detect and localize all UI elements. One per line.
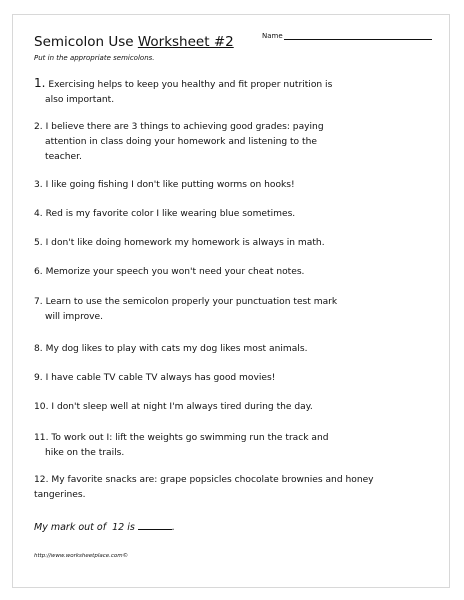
question-item-12 (34, 473, 434, 503)
question-item-9 (34, 371, 434, 386)
score-blank[interactable] (138, 520, 172, 530)
question-text: Red is my favorite color I like wearing blue sometimes. (45, 209, 296, 219)
question-text: My dog likes to play with cats my dog likes most animals. (45, 344, 308, 354)
question-item-7 (34, 295, 434, 325)
footer-url: http://www.worksheetplace.com© (34, 553, 129, 559)
score-end: . (171, 522, 175, 533)
question-number: 2. (34, 122, 43, 132)
question-number: 7. (34, 297, 43, 307)
question-number: 1. (34, 76, 46, 90)
question-text: Learn to use the semicolon properly your punctuation test mark (45, 297, 338, 307)
title-worksheet-number: Worksheet #2 (137, 34, 234, 50)
question-number: 8. (34, 344, 43, 354)
question-item-10 (34, 400, 434, 415)
question-text: To work out I: lift the weights go swimming run the track and (51, 433, 329, 443)
question-text-cont: tangerines. (34, 490, 86, 500)
name-label: Name (262, 32, 283, 40)
question-text: I believe there are 3 things to achieving good grades: paying (45, 122, 324, 132)
question-text: Memorize your speech you won't need your cheat notes. (45, 267, 305, 277)
question-item-2 (34, 120, 434, 165)
name-line[interactable] (284, 31, 432, 40)
question-text: My favorite snacks are: grape popsicles chocolate brownies and honey (51, 475, 374, 485)
question-item-5 (34, 236, 434, 251)
question-item-1 (34, 76, 434, 108)
question-number: 6. (34, 267, 43, 277)
question-item-3 (34, 178, 434, 193)
question-text: I don't like doing homework my homework is always in math. (45, 238, 325, 248)
score-prefix: My mark out of (34, 522, 107, 533)
question-number: 4. (34, 209, 43, 219)
instruction-text: Put in the appropriate semicolons. (34, 54, 155, 62)
question-number: 3. (34, 180, 43, 190)
question-text-cont: will improve. (45, 312, 104, 322)
question-item-4 (34, 207, 434, 222)
question-text: I have cable TV cable TV always has good movies! (45, 373, 276, 383)
name-field (262, 31, 432, 40)
score-line (34, 520, 175, 533)
question-item-6 (34, 265, 434, 280)
question-text: I don't sleep well at night I'm always tired during the day. (51, 402, 313, 412)
worksheet-title (34, 34, 234, 50)
title-prefix: Semicolon Use (34, 34, 134, 50)
question-number: 10. (34, 402, 49, 412)
question-number: 5. (34, 238, 43, 248)
score-total: 12 (112, 522, 125, 533)
score-suffix: is (127, 522, 135, 533)
question-item-11 (34, 431, 434, 461)
question-item-8 (34, 342, 434, 357)
question-text: Exercising helps to keep you healthy and fit proper nutrition is (48, 80, 333, 90)
question-text-cont: teacher. (45, 152, 82, 162)
question-text-cont: attention in class doing your homework and listening to the (45, 137, 317, 147)
question-text-cont: also important. (45, 95, 115, 105)
question-text: I like going fishing I don't like putting worms on hooks! (45, 180, 295, 190)
question-number: 9. (34, 373, 43, 383)
question-text-cont: hike on the trails. (45, 448, 125, 458)
question-number: 12. (34, 475, 49, 485)
question-number: 11. (34, 433, 49, 443)
